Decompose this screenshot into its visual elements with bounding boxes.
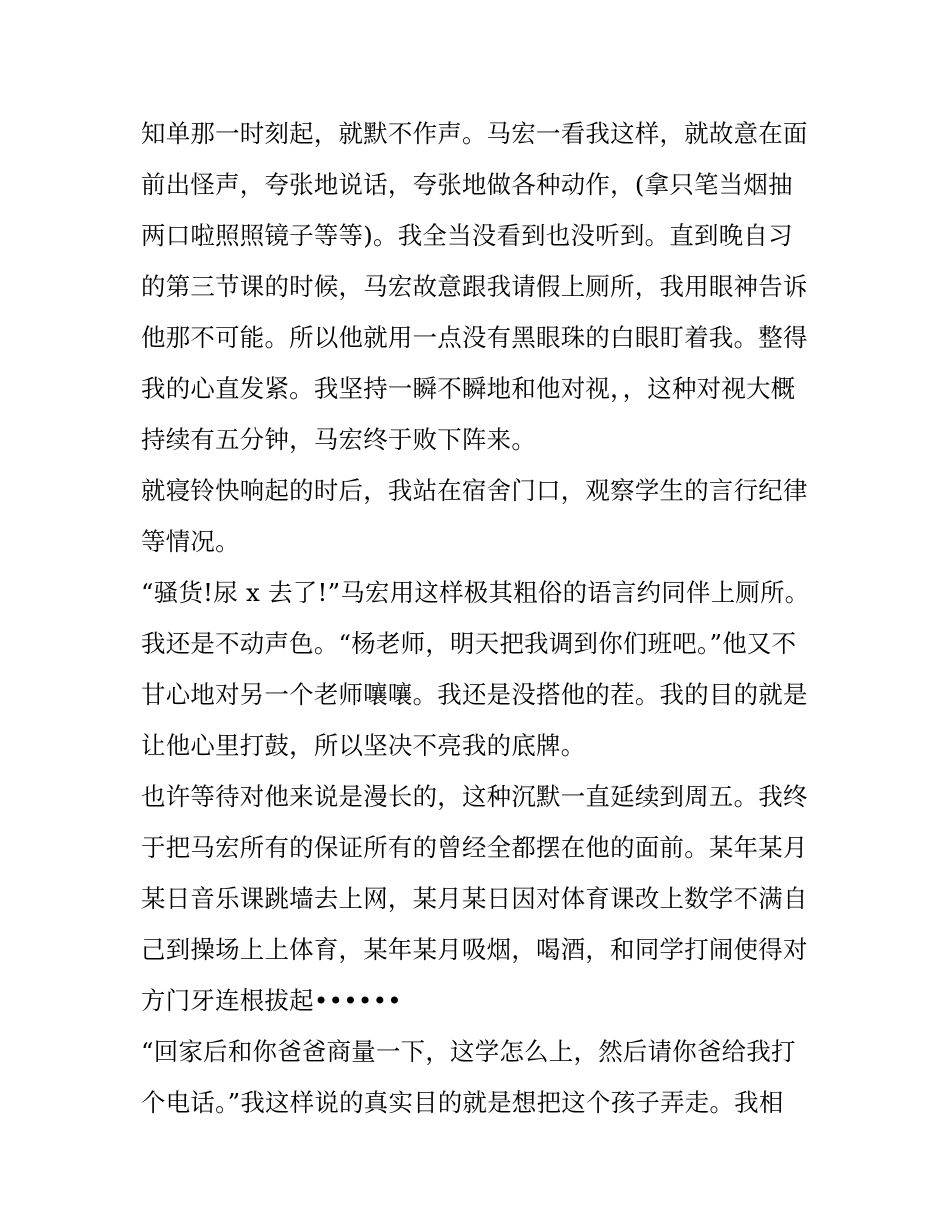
text-line-17: 己到操场上上体育，某年某月吸烟，喝酒，和同学打闹使得对 [141, 935, 808, 964]
text-line-12: 甘心地对另一个老师嚷嚷。我还是没搭他的茬。我的目的就是 [141, 680, 808, 709]
document-body [141, 108, 821, 1128]
text-line-20: 个电话。”我这样说的真实目的就是想把这个孩子弄走。我相 [141, 1088, 784, 1117]
text-line-2: 前出怪声，夸张地说话，夸张地做各种动作，(拿只笔当烟抽 [141, 170, 793, 199]
text-line-3: 两口啦照照镜子等等)。我全当没看到也没听到。直到晚自习 [141, 221, 793, 250]
text-line-15: 于把马宏所有的保证所有的曾经全都摆在他的面前。某年某月 [141, 833, 808, 862]
text-line-10: “骚货!尿 x 去了!”马宏用这样极其粗俗的语言约同伴上厕所。 [141, 578, 810, 607]
text-line-14: 也许等待对他来说是漫长的，这种沉默一直延续到周五。我终 [141, 782, 808, 811]
text-line-5: 他那不可能。所以他就用一点没有黑眼珠的白眼盯着我。整得 [141, 323, 808, 352]
text-line-19: “回家后和你爸爸商量一下，这学怎么上，然后请你爸给我打 [141, 1037, 796, 1066]
text-line-1: 知单那一时刻起，就默不作声。马宏一看我这样，就故意在面 [141, 119, 808, 148]
text-line-7: 持续有五分钟，马宏终于败下阵来。 [141, 425, 537, 454]
text-line-6: 我的心直发紧。我坚持一瞬不瞬地和他对视，，这种对视大概 [141, 374, 796, 403]
text-line-4: 的第三节课的时候，马宏故意跟我请假上厕所，我用眼神告诉 [141, 272, 808, 301]
text-line-8: 就寝铃快响起的时后，我站在宿舍门口，观察学生的言行纪律 [141, 476, 808, 505]
text-line-18: 方门牙连根拔起•••••• [141, 986, 402, 1015]
text-line-13: 让他心里打鼓，所以坚决不亮我的底牌。 [141, 731, 586, 760]
text-line-11: 我还是不动声色。“杨老师，明天把我调到你们班吧。”他又不 [141, 629, 797, 658]
text-line-9: 等情况。 [141, 527, 240, 556]
text-line-16: 某日音乐课跳墙去上网，某月某日因对体育课改上数学不满自 [141, 884, 808, 913]
